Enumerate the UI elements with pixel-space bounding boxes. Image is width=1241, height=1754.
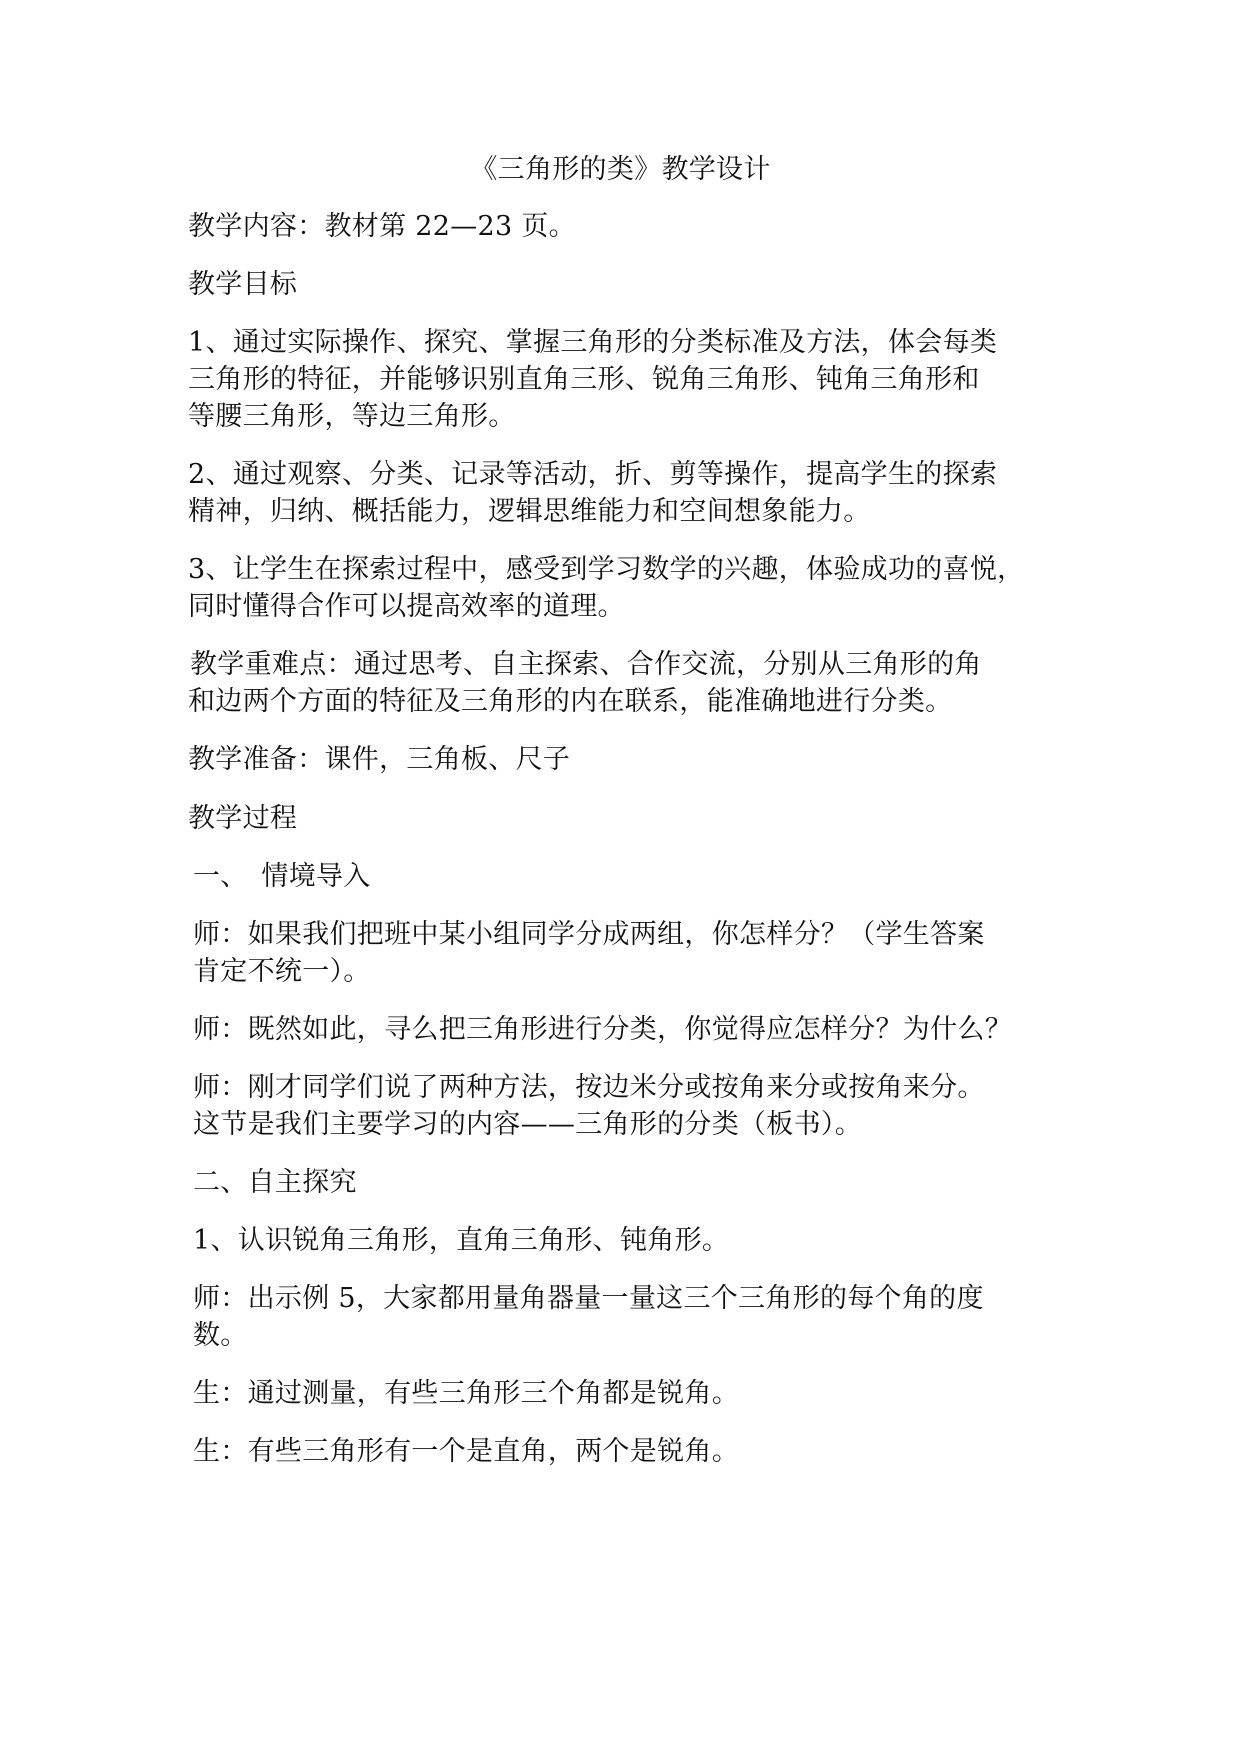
step-1-line: 1、认识锐角三角形，直角三角形、钝角形。: [193, 1225, 730, 1256]
preparation-line: 教学准备：课件，三角板、尺子: [188, 744, 571, 775]
goal-3-line-1: 3、让学生在探索过程中，感受到学习数学的兴趣，体验成功的喜悦，: [188, 554, 1025, 585]
goal-2-line-1: 2、通过观察、分类、记录等活动，折、剪等操作，提高学生的探索: [188, 459, 998, 490]
section-2-heading: 二、自主探究: [193, 1167, 357, 1198]
section-1-heading: 一、 情境导入: [193, 861, 371, 892]
dialog-1-line-1: 师：如果我们把班中某小组同学分成两组，你怎样分？（学生答案: [193, 919, 985, 950]
goal-2-line-2: 精神，归纳、概括能力，逻辑思维能力和空间想象能力。: [188, 496, 871, 527]
process-heading: 教学过程: [188, 803, 298, 834]
goal-3-line-2: 同时懂得合作可以提高效率的道理。: [188, 591, 625, 622]
teaching-goals-heading: 教学目标: [188, 269, 298, 300]
dialog-3-line-2: 这节是我们主要学习的内容——三角形的分类（板书）。: [193, 1109, 862, 1140]
key-points-line-1: 教学重难点：通过思考、自主探索、合作交流，分别从三角形的角: [190, 649, 982, 680]
key-points-line-2: 和边两个方面的特征及三角形的内在联系，能准确地进行分类。: [188, 686, 953, 717]
dialog-4-line-1: 师：出示例 5，大家都用量角器量一量这三个三角形的每个角的度: [193, 1283, 984, 1314]
goal-1-line-3: 等腰三角形，等边三角形。: [188, 401, 516, 432]
student-answer-2: 生：有些三角形有一个是直角，两个是锐角。: [193, 1436, 739, 1467]
teaching-content-line: 教学内容：教材第 22—23 页。: [188, 211, 576, 242]
dialog-1-line-2: 肯定不统一）。: [193, 956, 371, 987]
goal-1-line-2: 三角形的特征，并能够识别直角三形、锐角三角形、钝角三角形和: [188, 364, 980, 395]
dialog-4-line-2: 数。: [193, 1320, 248, 1351]
student-answer-1: 生：通过测量，有些三角形三个角都是锐角。: [193, 1378, 739, 1409]
dialog-3-line-1: 师：刚才同学们说了两种方法，按边米分或按角来分或按角来分。: [193, 1072, 985, 1103]
document-title: 《三角形的类》教学设计: [470, 154, 771, 185]
goal-1-line-1: 1、通过实际操作、探究、掌握三角形的分类标准及方法，体会每类: [188, 327, 998, 358]
dialog-2-line: 师：既然如此，寻么把三角形进行分类，你觉得应怎样分？为什么？: [193, 1014, 1012, 1045]
